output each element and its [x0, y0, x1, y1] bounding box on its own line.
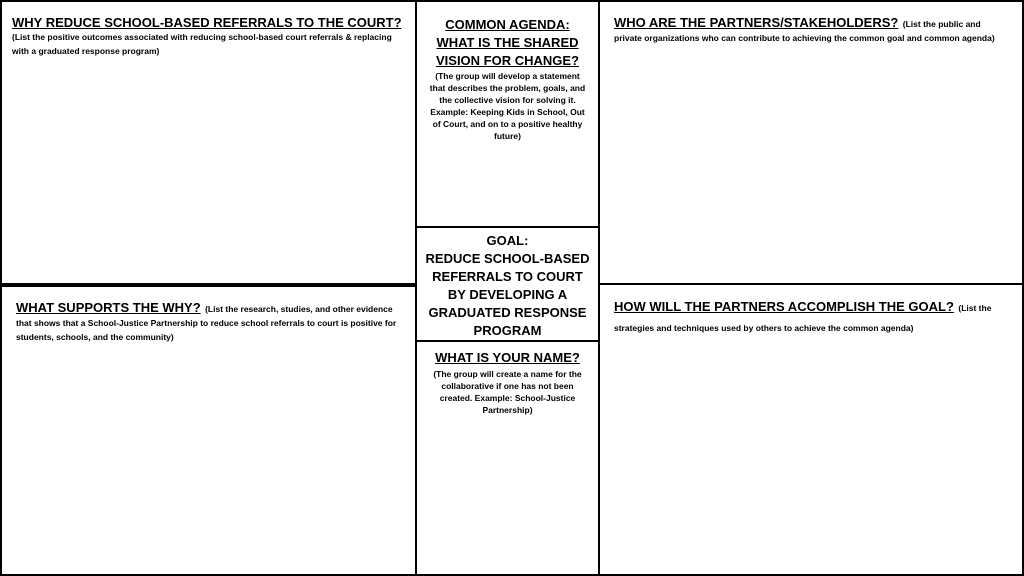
- common-agenda-content: [417, 2, 598, 142]
- partners-panel: [598, 0, 1024, 285]
- common-agenda-panel: [415, 0, 600, 228]
- goal-label: GOAL:: [486, 233, 529, 248]
- your-name-heading: WHAT IS YOUR NAME?: [435, 350, 580, 365]
- partners-content: [600, 2, 1022, 44]
- accomplish-panel: [598, 283, 1024, 576]
- accomplish-content: [600, 285, 1022, 337]
- accomplish-heading: HOW WILL THE PARTNERS ACCOMPLISH THE GOAL?: [614, 299, 954, 314]
- why-reduce-panel: [0, 0, 417, 285]
- accomplish-description: (List the strategies and techniques used by others to achieve the common agenda): [614, 303, 992, 333]
- why-reduce-heading: WHY REDUCE SCHOOL-BASED REFERRALS TO THE COURT?: [12, 15, 402, 30]
- what-supports-heading: WHAT SUPPORTS THE WHY?: [16, 300, 201, 315]
- goal-content: [417, 228, 598, 340]
- what-supports-panel: [0, 283, 417, 576]
- why-reduce-content: [2, 2, 415, 57]
- partners-heading: WHO ARE THE PARTNERS/STAKEHOLDERS?: [614, 15, 899, 30]
- what-supports-content: [2, 287, 415, 343]
- your-name-description: (The group will create a name for the collaborative if one has not been created. Example: School-Justice Partnership): [433, 369, 582, 415]
- goal-text: REDUCE SCHOOL-BASED REFERRALS TO COURT BY DEVELOPING A GRADUATED RESPONSE PROGRAM: [425, 251, 590, 338]
- common-agenda-heading: COMMON AGENDA: WHAT IS THE SHARED VISION FOR CHANGE?: [435, 17, 579, 68]
- common-agenda-description: (The group will develop a statement that describes the problem, goals, and the collective vision for solving it. Example: Keeping Kids in School, Out of Court, and on to a positive healthy future): [429, 71, 586, 141]
- partners-description: (List the public and private organizations who can contribute to achieving the common goal and common agenda): [614, 19, 995, 43]
- your-name-panel: [415, 340, 600, 576]
- goal-panel: [415, 226, 600, 342]
- what-supports-description: (List the research, studies, and other evidence that shows that a School-Justice Partnership to reduce school referrals to court is positive for students, schools, and the community): [16, 304, 397, 342]
- your-name-content: [417, 342, 598, 416]
- why-reduce-description: (List the positive outcomes associated with reducing school-based court referrals & replacing with a graduated response program): [12, 32, 392, 56]
